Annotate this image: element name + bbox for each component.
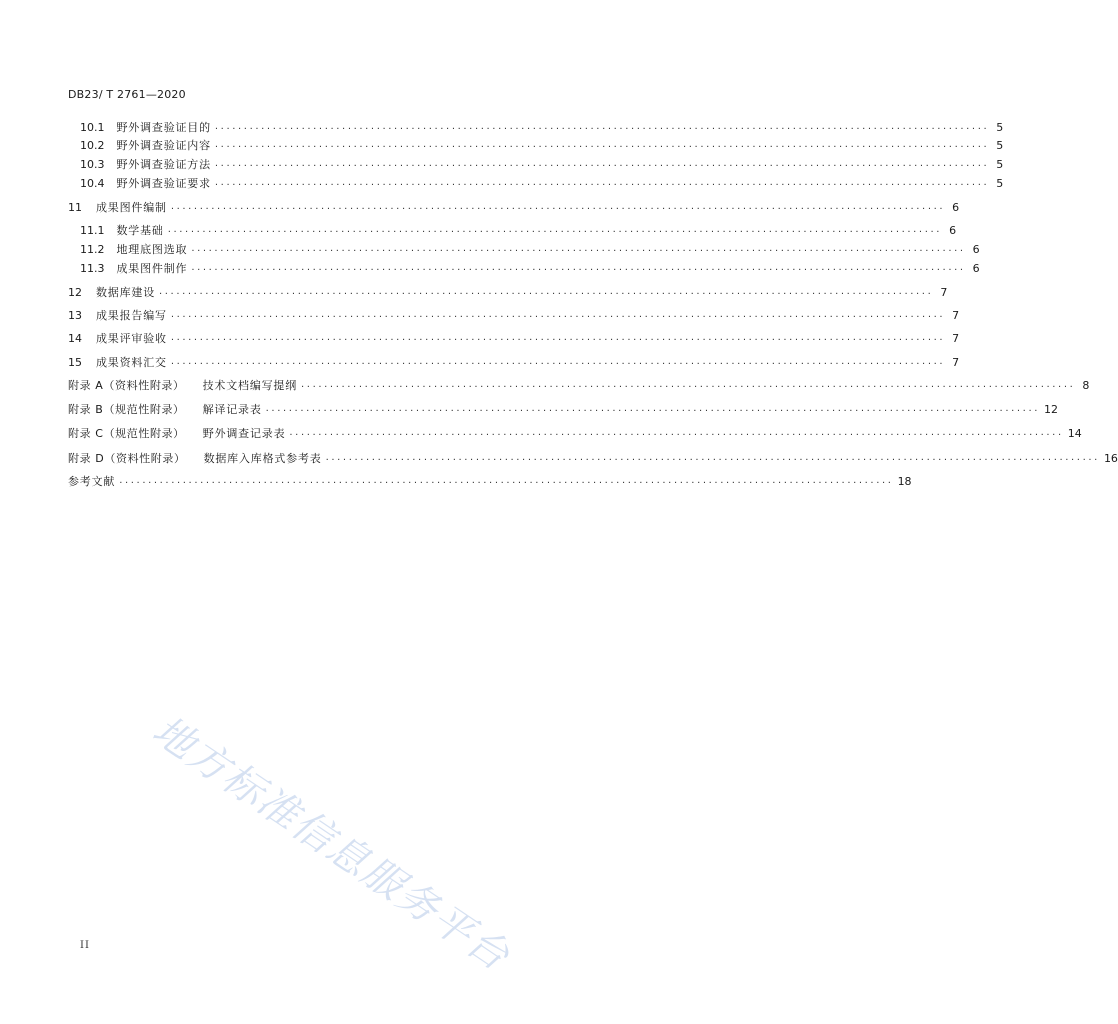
toc-entry-title: 成果资料汇交 <box>96 356 167 369</box>
toc-leader-dots: ...................................................................................................................................... <box>289 427 1064 438</box>
toc-entry[interactable] <box>80 260 980 276</box>
toc-entry[interactable] <box>80 156 1004 172</box>
toc-entry-title: 成果图件编制 <box>96 201 167 214</box>
toc-entry-page: 6 <box>972 261 980 275</box>
toc-leader-dots: ...................................................................................................................................... <box>170 332 946 343</box>
toc-entry[interactable] <box>68 425 1082 441</box>
toc-leader-dots: ...................................................................................................................................... <box>214 177 990 188</box>
toc-leader-dots: ...................................................................................................................................... <box>325 452 1100 463</box>
toc-entry-page: 5 <box>996 157 1004 171</box>
toc-entry-number: 10.3 <box>80 157 105 171</box>
toc-leader-dots: ...................................................................................................................................... <box>170 309 946 320</box>
toc-entry-number: 12 <box>68 285 82 299</box>
toc-entry-title: 野外调查验证要求 <box>116 177 211 190</box>
toc-leader-dots: ...................................................................................................................................... <box>214 139 990 150</box>
toc-entry-title: 解译记录表 <box>202 403 262 416</box>
toc-leader-dots: ...................................................................................................................................... <box>214 121 990 132</box>
toc-leader-dots: ...................................................................................................................................... <box>159 286 934 297</box>
toc-entry-number: 10.2 <box>80 138 105 152</box>
toc-entry-number: 附录 D（资料性附录） <box>68 452 186 465</box>
toc-entry-page: 6 <box>972 242 980 256</box>
toc-leader-dots: ...................................................................................................................................... <box>301 379 1076 390</box>
toc-entry[interactable] <box>80 175 1004 191</box>
toc-entry[interactable] <box>68 450 1118 466</box>
toc-entry-page: 7 <box>952 331 960 345</box>
toc-entry-title: 野外调查验证方法 <box>116 158 211 171</box>
toc-entry[interactable] <box>68 354 960 370</box>
toc-entry-number: 14 <box>68 331 82 345</box>
document-code: DB23/ T 2761—2020 <box>68 88 186 101</box>
toc-entry-title: 成果评审验收 <box>96 332 167 345</box>
toc-entry-page: 8 <box>1082 378 1090 392</box>
toc-entry-title: 地理底图选取 <box>116 243 188 256</box>
toc-entry-title: 成果报告编写 <box>96 309 167 322</box>
toc-entry[interactable] <box>68 377 1090 393</box>
toc-entry-number: 11.1 <box>80 223 105 237</box>
toc-entry-page: 6 <box>949 223 957 237</box>
toc-entry[interactable] <box>80 222 957 238</box>
toc-entry-title: 野外调查验证内容 <box>116 139 211 152</box>
toc-leader-dots: ...................................................................................................................................... <box>265 403 1041 414</box>
toc-entry-title: 野外调查记录表 <box>202 427 286 440</box>
toc-leader-dots: ...................................................................................................................................... <box>214 158 990 169</box>
toc-entry-number: 附录 C（规范性附录） <box>68 427 185 440</box>
toc-entry-number: 10.1 <box>80 120 105 134</box>
toc-entry[interactable] <box>68 473 912 489</box>
toc-entry-number: 附录 A（资料性附录） <box>68 379 185 392</box>
toc-leader-dots: ...................................................................................................................................... <box>170 356 946 367</box>
toc-entry-number: 11 <box>68 200 82 214</box>
toc-entry-number: 10.4 <box>80 176 105 190</box>
toc-leader-dots: ...................................................................................................................................... <box>167 224 943 235</box>
toc-entry-title: 数据库建设 <box>96 286 155 299</box>
toc-leader-dots: ...................................................................................................................................... <box>170 201 946 212</box>
toc-entry-title: 数学基础 <box>116 224 164 237</box>
toc-entry-page: 12 <box>1044 402 1059 416</box>
toc-entry-page: 7 <box>952 355 960 369</box>
toc-entry-title: 数据库入库格式参考表 <box>203 452 322 465</box>
toc-entry[interactable] <box>68 401 1059 417</box>
toc-entry-page: 5 <box>996 120 1004 134</box>
toc-leader-dots: ...................................................................................................................................... <box>119 475 894 486</box>
toc-leader-dots: ...................................................................................................................................... <box>191 262 966 273</box>
toc-entry[interactable] <box>68 284 948 300</box>
toc-entry-page: 16 <box>1103 451 1118 465</box>
toc-entry-page: 7 <box>940 285 948 299</box>
toc-entry-page: 18 <box>897 474 912 488</box>
watermark-text: 地方标准信息服务平台 <box>144 707 519 981</box>
toc-entry[interactable] <box>80 119 1004 135</box>
toc-entry-title: 参考文献 <box>68 475 116 488</box>
toc-entry-title: 成果图件制作 <box>116 262 188 275</box>
page-number: II <box>80 940 90 951</box>
toc-entry-page: 5 <box>996 138 1004 152</box>
toc-entry-title: 技术文档编写提纲 <box>202 379 298 392</box>
toc-entry-number: 11.2 <box>80 242 105 256</box>
toc-entry-title: 野外调查验证目的 <box>116 121 211 134</box>
toc-entry[interactable] <box>68 307 960 323</box>
toc-entry-page: 6 <box>952 200 960 214</box>
toc-entry[interactable] <box>80 241 980 257</box>
toc-entry-number: 15 <box>68 355 82 369</box>
toc-entry[interactable] <box>80 137 1004 153</box>
toc-entry-page: 7 <box>952 308 960 322</box>
toc-entry-number: 11.3 <box>80 261 105 275</box>
toc-entry-number: 13 <box>68 308 82 322</box>
toc-entry[interactable] <box>68 199 960 215</box>
toc-entry-page: 14 <box>1067 426 1082 440</box>
toc-entry-page: 5 <box>996 176 1004 190</box>
toc-entry-number: 附录 B（规范性附录） <box>68 403 185 416</box>
toc-entry[interactable] <box>68 330 960 346</box>
toc-leader-dots: ...................................................................................................................................... <box>191 243 966 254</box>
